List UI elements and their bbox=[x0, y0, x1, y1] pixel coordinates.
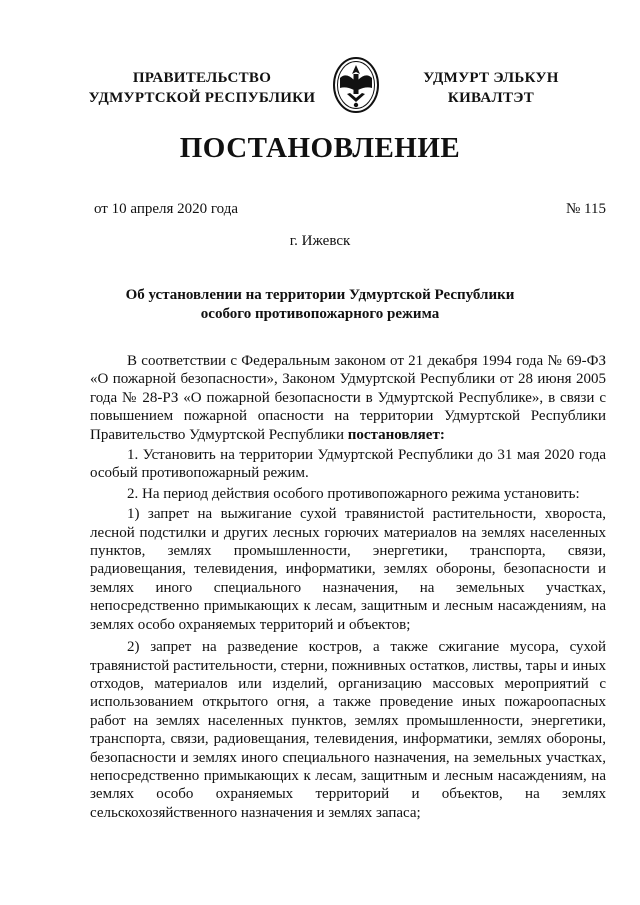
document-title-line2: особого противопожарного режима bbox=[200, 306, 440, 322]
preamble-paragraph bbox=[90, 352, 606, 444]
item-2-paragraph: 2. На период действия особого противопожарного режима установить: bbox=[127, 485, 580, 502]
issuer-udmurt bbox=[402, 68, 580, 108]
preamble-text: В соответствии с Федеральным законом от 21 декабря 1994 года № 69-ФЗ «О пожарной безопасности», Законом Удмуртской Республики от 28 июня 2005 года № 28-РЗ «О пожарной безопасности в Удмуртской Республике», в связи с повышением пожарной опасности на территории Удмуртской Республики Правительство Удмуртской Республики bbox=[90, 353, 606, 443]
document-city: г. Ижевск bbox=[289, 233, 351, 249]
issuer-russian-line2: УДМУРТСКОЙ РЕСПУБЛИКИ bbox=[88, 90, 316, 106]
resolves-colon: : bbox=[439, 426, 445, 443]
document-type-heading: ПОСТАНОВЛЕНИЕ bbox=[179, 132, 461, 164]
document-date: от 10 апреля 2020 года bbox=[94, 201, 239, 217]
document-title bbox=[0, 286, 640, 324]
subitem-2-paragraph: 2) запрет на разведение костров, а также сжигание мусора, сухой травянистой растительности, стерни, пожнивных остатков, листвы, тары и иных отходов, материалов или изделий, организацию массовых мероприятий с использованием открытого огня, а также проведение иных пожароопасных работ на землях населенных пунктов, землях промышленности, энергетики, транспорта, связи, радиовещания, телевидения, информатики, землях обороны, безопасности и землях иного специального назначения, на земельных участках, непосредственно примыкающих к лесам, защитным и лесным насаждениям, на землях особо охраняемых территорий и объектов, на землях сельскохозяйственного назначения и землях запаса; bbox=[90, 639, 606, 821]
item-1-paragraph: 1. Установить на территории Удмуртской Республики до 31 мая 2020 года особый противопожарный режим. bbox=[90, 447, 606, 482]
resolves-word: постановляет bbox=[347, 426, 440, 443]
issuer-udmurt-line1: УДМУРТ ЭЛЬКУН bbox=[423, 70, 559, 86]
document-title-line1: Об установлении на территории Удмуртской Республики bbox=[125, 287, 515, 303]
subitem-1-paragraph: 1) запрет на выжигание сухой травянистой растительности, хвороста, лесной подстилки и других лесных горючих материалов на землях населенных пунктов, землях промышленности, энергетики, транспорта, связи, радиовещания, телевидения, информатики, землях обороны, безопасности и землях иного специального назначения, на земельных участках, непосредственно примыкающих к лесам, защитным и лесным насаждениям, на землях особо охраняемых территорий и объектов; bbox=[90, 506, 606, 633]
issuer-russian-line1: ПРАВИТЕЛЬСТВО bbox=[132, 70, 272, 86]
issuer-udmurt-line2: КИВАЛТЭТ bbox=[447, 90, 535, 106]
coat-of-arms-icon bbox=[332, 56, 380, 114]
document-number: № 115 bbox=[565, 201, 606, 217]
issuer-russian bbox=[86, 68, 318, 108]
document-body bbox=[90, 352, 606, 822]
